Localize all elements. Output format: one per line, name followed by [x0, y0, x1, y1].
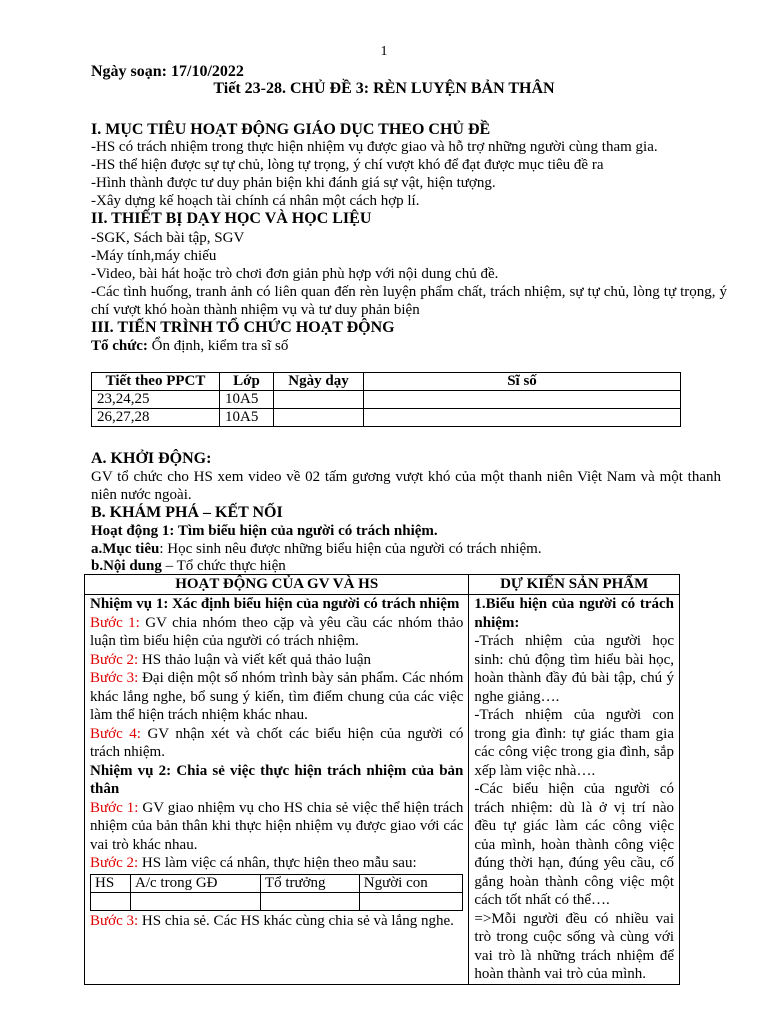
table-cell: 10A5 [220, 391, 274, 409]
content-line [91, 557, 286, 575]
section-1-item: -HS thể hiện được sự tự chủ, lòng tự trọng, ý chí vượt khó để đạt được mục tiêu đề ra [91, 157, 604, 173]
table-cell: 26,27,28 [92, 409, 220, 427]
step-text: HS làm việc cá nhân, thực hiện theo mẫu sau: [138, 855, 417, 871]
product-item: -Các biểu hiện của người có trách nhiệm: dù là ở vị trí nào đều tự giác làm các công việc của mình, hoàn thành công việc đúng thời hạn, đúng yêu cầu, cố gắng hoàn thành công việc một cách tốt nhất có thể…. [474, 781, 674, 908]
attendance-table [91, 372, 681, 427]
product-item: -Trách nhiệm của người học sinh: chủ động tìm hiểu bài học, hoàn thành đầy đủ bài tập, chú ý nghe giảng…. [474, 633, 674, 705]
section-1-item: -Hình thành được tư duy phản biện khi đánh giá sự vật, hiện tượng. [91, 175, 496, 191]
role-template-table [90, 874, 463, 911]
step-text: GV nhận xét và chốt các biểu hiện của người có trách nhiệm. [90, 725, 464, 760]
goal-label: a.Mục tiêu [91, 541, 160, 557]
step-text: GV giao nhiệm vụ cho HS chia sẻ việc thể hiện trách nhiệm của bản thân khi thực hiện nhiệm vụ được giao với các vai trò khác nhau. [90, 799, 464, 853]
table-cell [260, 892, 359, 910]
table-cell [91, 892, 131, 910]
step-paragraph [90, 854, 463, 873]
step-text: Đại diện một số nhóm trình bày sản phẩm. Các nhóm khác lắng nghe, bổ sung ý kiến, tìm điểm chung của các việc làm thể hiện trách nhiệm khác nhau. [90, 670, 464, 723]
page-number: 1 [380, 44, 388, 59]
column-header: Lớp [220, 373, 274, 391]
step-text: HS chia sẻ. Các HS khác cùng chia sẻ và lắng nghe. [138, 912, 454, 929]
step-label: Bước 2: [90, 855, 139, 871]
table-row [85, 595, 680, 985]
content-label: b.Nội dung [91, 558, 162, 574]
step-paragraph [90, 614, 463, 651]
table-cell [364, 391, 681, 409]
section-2-item: -Máy tính,máy chiếu [91, 248, 217, 264]
section-3-heading: III. TIẾN TRÌNH TỔ CHỨC HOẠT ĐỘNG [91, 319, 395, 336]
table-cell: Tổ trưởng [260, 874, 359, 892]
step-label: Bước 3: [90, 670, 139, 686]
table-cell [364, 409, 681, 427]
step-paragraph [90, 912, 463, 931]
product-title: 1.Biểu hiện của người có trách nhiệm: [474, 596, 674, 631]
task-2-title: Nhiệm vụ 2: Chia sẻ việc thực hiện trách nhiệm của bản thân [90, 762, 464, 797]
goal-line [91, 540, 542, 558]
products-cell [469, 595, 680, 985]
section-2-item: -SGK, Sách bài tập, SGV [91, 230, 245, 246]
step-label: Bước 2: [90, 651, 139, 668]
lesson-title: Tiết 23-28. CHỦ ĐỀ 3: RÈN LUYỆN BẢN THÂN [213, 80, 555, 97]
section-b-heading: B. KHÁM PHÁ – KẾT NỐI [91, 504, 283, 521]
step-label: Bước 1: [90, 799, 139, 816]
column-header: Ngày dạy [274, 373, 364, 391]
section-1-item: -Xây dựng kế hoạch tài chính cá nhân một cách hợp lí. [91, 193, 420, 209]
step-paragraph [90, 669, 463, 725]
activity-table [84, 574, 680, 985]
column-header: Sĩ số [364, 373, 681, 391]
step-text: HS thảo luận và viết kết quả thảo luận [138, 651, 372, 668]
table-cell: A/c trong GĐ [131, 874, 261, 892]
table-cell [274, 409, 364, 427]
section-2-item: -Các tình huống, tranh ảnh có liên quan đến rèn luyện phẩm chất, trách nhiệm, sự tự chủ, lòng tự trọng, ý chí vượt khó hoàn thành nhiệm vụ và tư duy phản biện [91, 284, 727, 318]
section-2-heading: II. THIẾT BỊ DẠY HỌC VÀ HỌC LIỆU [91, 210, 372, 227]
task-1-title: Nhiệm vụ 1: Xác định biểu hiện của người có trách nhiệm [90, 596, 460, 612]
section-a-text: GV tổ chức cho HS xem video về 02 tấm gương vượt khó của một thanh niên Việt Nam và một thanh niên nước ngoài. [91, 469, 721, 503]
section-2-item: -Video, bài hát hoặc trò chơi đơn giản phù hợp với nội dung chủ đề. [91, 266, 499, 282]
date-label: Ngày soạn: 17/10/2022 [91, 63, 244, 80]
table-cell [274, 391, 364, 409]
step-label: Bước 1: [90, 614, 140, 631]
table-cell: 10A5 [220, 409, 274, 427]
table-row [91, 892, 463, 910]
product-item: -Trách nhiệm của người con trong gia đình: tự giác tham gia các công việc trong gia đình, sắp xếp làm việc nhà…. [474, 707, 674, 779]
table-cell [131, 892, 261, 910]
table-cell: Người con [359, 874, 463, 892]
step-label: Bước 4: [90, 725, 141, 742]
section-a-heading: A. KHỞI ĐỘNG: [91, 450, 212, 467]
table-header-row [85, 575, 680, 595]
step-text: GV chia nhóm theo cặp và yêu cầu các nhóm thảo luận tìm biểu hiện của người có trách nhiệm. [90, 614, 464, 649]
column-header: Tiết theo PPCT [92, 373, 220, 391]
section-1-item: -HS có trách nhiệm trong thực hiện nhiệm vụ được giao và hỗ trợ những người cùng tham gia. [91, 139, 658, 155]
column-header-activities: HOẠT ĐỘNG CỦA GV VÀ HS [85, 575, 469, 595]
organization-text: Ổn định, kiểm tra sĩ số [147, 338, 289, 354]
step-label: Bước 3: [90, 912, 139, 929]
table-cell [359, 892, 463, 910]
organization-line [91, 337, 288, 355]
table-header-row [92, 373, 681, 391]
table-header-row [91, 874, 463, 892]
organization-label: Tổ chức: [91, 338, 148, 354]
step-paragraph [90, 799, 463, 855]
product-item: =>Mỗi người đều có nhiều vai trò trong cuộc sống và cùng với vai trò là những trách nhiệm để hoàn thành vai trò của mình. [474, 910, 674, 982]
table-row [92, 409, 681, 427]
table-cell: 23,24,25 [92, 391, 220, 409]
table-row [92, 391, 681, 409]
step-paragraph [90, 725, 463, 762]
section-1-heading: I. MỤC TIÊU HOẠT ĐỘNG GIÁO DỤC THEO CHỦ ĐỀ [91, 121, 491, 138]
content-text: – Tổ chức thực hiện [161, 558, 286, 574]
goal-text: : Học sinh nêu được những biểu hiện của người có trách nhiệm. [159, 541, 542, 557]
table-cell: HS [91, 874, 131, 892]
column-header-products: DỰ KIẾN SẢN PHẨM [469, 575, 680, 595]
activity-title: Hoạt động 1: Tìm biểu hiện của người có trách nhiệm. [91, 523, 438, 539]
activities-cell [85, 595, 469, 985]
step-paragraph [90, 651, 463, 670]
